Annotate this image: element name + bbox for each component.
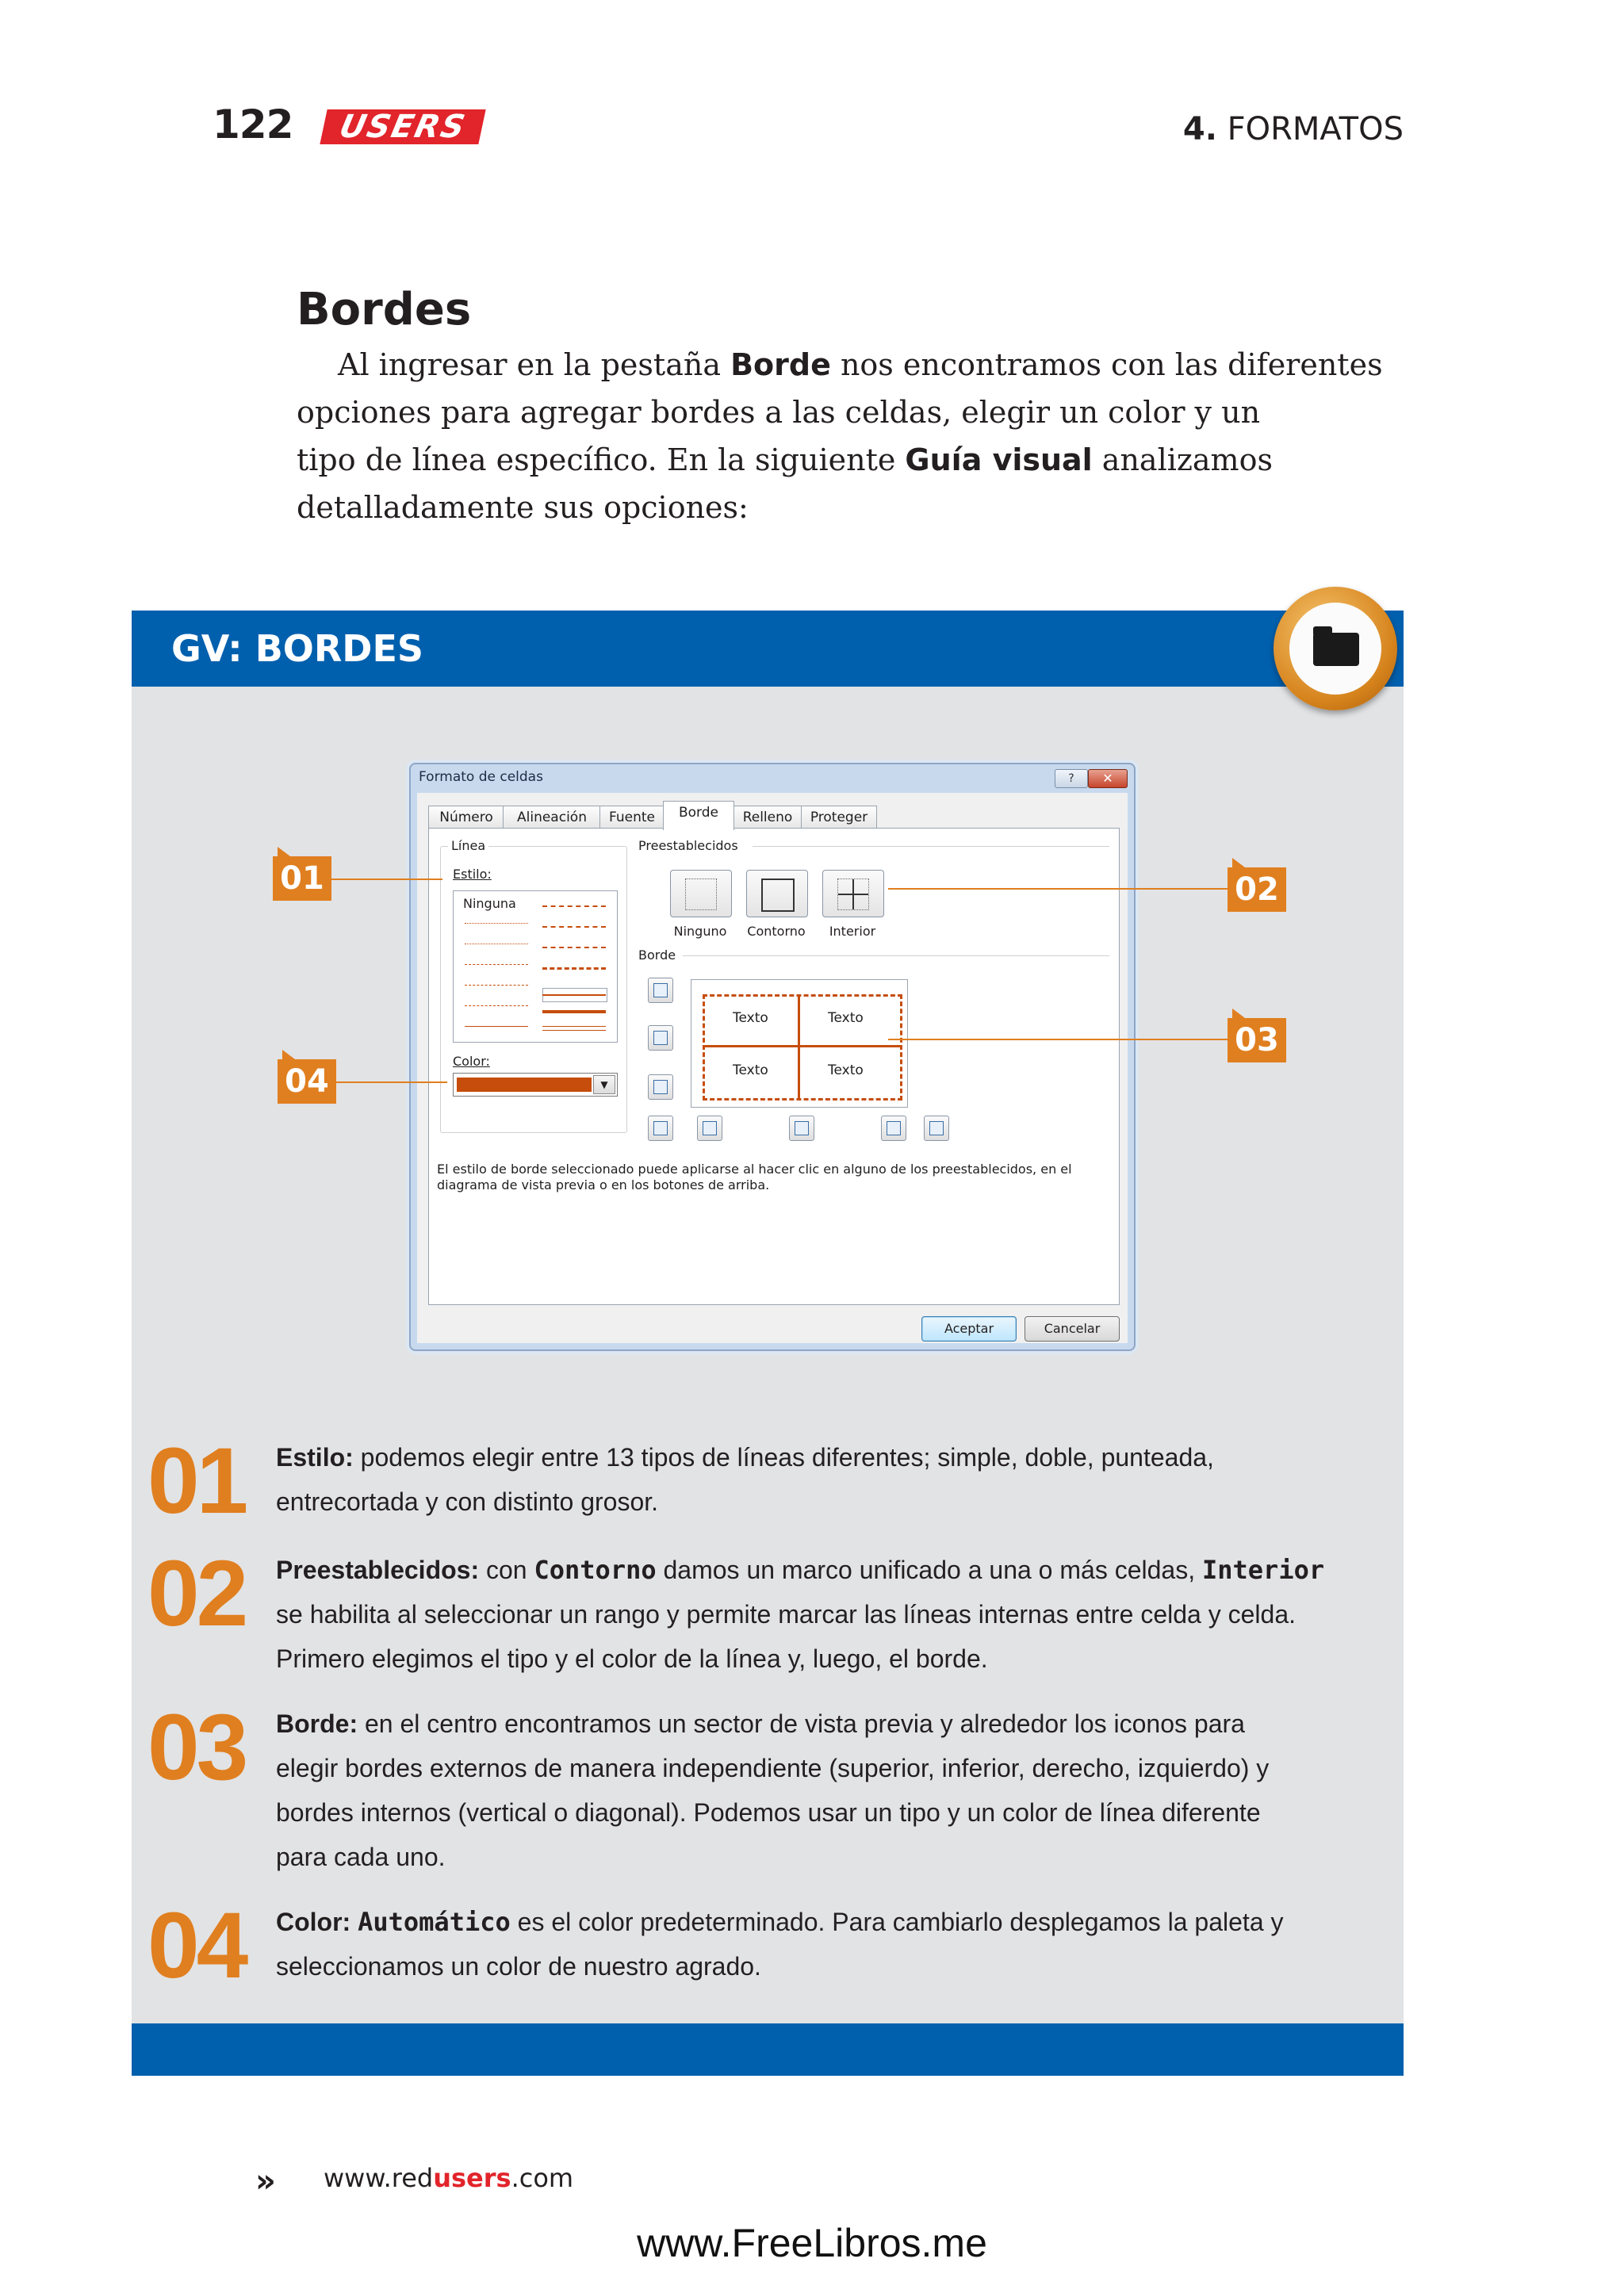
section-title: Bordes bbox=[297, 284, 472, 335]
preset-interior-label: Interior bbox=[829, 924, 876, 939]
callout-04: 04 bbox=[278, 1059, 336, 1104]
guide-bottom-bar bbox=[132, 2023, 1404, 2076]
page-number: 122 bbox=[213, 101, 293, 147]
users-logo bbox=[324, 109, 482, 144]
border-top-button[interactable] bbox=[648, 978, 673, 1003]
style-slant-dash-dot[interactable] bbox=[542, 926, 606, 928]
intro-line-3: tipo de línea específico. En la siguiente Guía visual analizamos bbox=[297, 442, 1273, 477]
style-hair[interactable] bbox=[465, 923, 528, 924]
explanation-number: 03 bbox=[147, 1695, 246, 1800]
explanation-number: 04 bbox=[147, 1893, 246, 1998]
tab-relleno[interactable]: Relleno bbox=[733, 806, 802, 829]
border-diagonal-up-button[interactable] bbox=[648, 1116, 673, 1141]
style-medium[interactable] bbox=[542, 994, 606, 996]
preview-text: Texto bbox=[733, 1062, 768, 1078]
style-medium-dash-dot-dot[interactable] bbox=[542, 905, 606, 907]
preset-outline-icon bbox=[761, 879, 795, 912]
preset-interior-button[interactable] bbox=[822, 870, 884, 917]
tab-fuente[interactable]: Fuente bbox=[599, 806, 665, 829]
borde-label: Borde bbox=[638, 947, 676, 963]
callout-04-leader bbox=[336, 1081, 447, 1083]
intro-line-4: detalladamente sus opciones: bbox=[297, 490, 749, 525]
preset-none-icon bbox=[685, 879, 717, 910]
border-center-button[interactable] bbox=[789, 1116, 814, 1141]
style-dashed[interactable] bbox=[465, 1005, 528, 1006]
callout-01: 01 bbox=[273, 856, 331, 901]
border-bottom-button[interactable] bbox=[648, 1074, 673, 1100]
color-picker[interactable] bbox=[453, 1073, 618, 1097]
brand-text: USERS bbox=[320, 109, 485, 144]
chevron-double-right-icon: » bbox=[255, 2163, 270, 2199]
border-right-icon bbox=[887, 1121, 901, 1135]
border-diagonal-down-button[interactable] bbox=[924, 1116, 949, 1141]
intro-line-2: opciones para agregar bordes a las celdas, elegir un color y un bbox=[297, 395, 1261, 430]
preestablecidos-label: Preestablecidos bbox=[638, 838, 738, 853]
estilo-label: Estilo: bbox=[453, 867, 492, 882]
border-left-button[interactable] bbox=[697, 1116, 722, 1141]
style-double[interactable] bbox=[542, 1026, 606, 1031]
color-label: Color: bbox=[453, 1054, 490, 1069]
dialog-note: El estilo de borde seleccionado puede aplicarse al hacer clic en alguno de los preestablecidos, en el diagrama de vista previa o en los botones de arriba. bbox=[437, 1162, 1072, 1192]
border-right-button[interactable] bbox=[881, 1116, 906, 1141]
aceptar-button[interactable]: Aceptar bbox=[921, 1316, 1017, 1342]
border-left-icon bbox=[703, 1121, 717, 1135]
linea-label: Línea bbox=[448, 838, 488, 853]
intro-line-1: Al ingresar en la pestaña Borde nos encontramos con las diferentes bbox=[338, 347, 1383, 382]
color-swatch bbox=[457, 1078, 592, 1092]
callout-02: 02 bbox=[1228, 867, 1286, 912]
explanation-number: 02 bbox=[147, 1541, 246, 1646]
tab-borde[interactable]: Borde bbox=[663, 801, 734, 830]
style-medium-dashed[interactable] bbox=[542, 967, 606, 970]
style-dash-dot[interactable] bbox=[465, 985, 528, 986]
style-dash-dot-dot[interactable] bbox=[465, 964, 528, 965]
intro-paragraph bbox=[297, 341, 1383, 531]
chapter-heading bbox=[1183, 111, 1404, 147]
preset-inside-icon bbox=[837, 879, 869, 910]
border-bottom-icon bbox=[653, 1080, 668, 1094]
style-none-option[interactable]: Ninguna bbox=[463, 896, 516, 911]
borde-tab-page bbox=[428, 828, 1120, 1305]
border-center-icon bbox=[795, 1121, 809, 1135]
callout-03-leader bbox=[888, 1039, 1228, 1040]
border-middle-icon bbox=[653, 1031, 668, 1045]
border-middle-button[interactable] bbox=[648, 1025, 673, 1051]
explanation-01: Estilo: podemos elegir entre 13 tipos de líneas diferentes; simple, doble, punteada, entrecortada y con distinto grosor. bbox=[276, 1443, 1214, 1516]
format-cells-dialog bbox=[409, 763, 1136, 1351]
guide-badge bbox=[1274, 587, 1397, 710]
footer-url[interactable]: www.redusers.com bbox=[324, 2163, 574, 2193]
tab-proteger[interactable]: Proteger bbox=[801, 806, 877, 829]
guide-title: GV: BORDES bbox=[171, 627, 424, 670]
callout-01-leader bbox=[331, 879, 442, 880]
explanation-02: Preestablecidos: con Contorno damos un marco unificado a una o más celdas, Interior se habilita al seleccionar un rango y permite marcar las líneas internas entre celda y celda. Primero elegimos el tipo y el color de la línea y, luego, el borde. bbox=[276, 1555, 1325, 1673]
diagonal-down-icon bbox=[929, 1121, 944, 1135]
style-thick[interactable] bbox=[542, 1010, 606, 1013]
tab-alineacion[interactable]: Alineación bbox=[503, 806, 601, 829]
preview-text: Texto bbox=[828, 1010, 864, 1026]
border-top-icon bbox=[653, 983, 668, 997]
preset-contorno-button[interactable] bbox=[746, 870, 808, 917]
diagonal-up-icon bbox=[653, 1121, 668, 1135]
callout-02-leader bbox=[888, 888, 1228, 890]
preview-text: Texto bbox=[733, 1010, 768, 1026]
watermark: www.FreeLibros.me bbox=[637, 2221, 987, 2265]
preset-contorno-label: Contorno bbox=[747, 924, 806, 939]
close-button[interactable]: ✕ bbox=[1088, 769, 1128, 788]
explanation-04: Color: Automático es el color predeterminado. Para cambiarlo desplegamos la paleta y seleccionamos un color de nuestro agrado. bbox=[276, 1907, 1284, 1981]
explanation-number: 01 bbox=[147, 1429, 246, 1533]
folder-icon bbox=[1313, 633, 1359, 666]
chevron-down-icon[interactable]: ▼ bbox=[593, 1075, 615, 1094]
border-preview[interactable] bbox=[691, 979, 908, 1108]
callout-03: 03 bbox=[1228, 1018, 1286, 1062]
explanation-03: Borde: en el centro encontramos un sector de vista previa y alrededor los iconos para elegir bordes externos de manera independiente (superior, inferior, derecho, izquierdo) y bordes internos (vertical o diagonal). Podemos usar un tipo y un color de línea diferente para cada uno. bbox=[276, 1709, 1270, 1871]
preset-ninguno-button[interactable] bbox=[670, 870, 732, 917]
style-thin[interactable] bbox=[465, 1026, 528, 1027]
preset-ninguno-label: Ninguno bbox=[673, 924, 727, 939]
tab-numero[interactable]: Número bbox=[428, 806, 504, 829]
chapter-number: 4. bbox=[1182, 111, 1217, 147]
help-button[interactable]: ? bbox=[1055, 769, 1088, 788]
dialog-body bbox=[417, 793, 1128, 1343]
dialog-title: Formato de celdas bbox=[419, 769, 543, 785]
preview-text: Texto bbox=[828, 1062, 864, 1078]
chapter-title: FORMATOS bbox=[1227, 111, 1404, 147]
cancelar-button[interactable]: Cancelar bbox=[1025, 1316, 1120, 1342]
line-style-list[interactable] bbox=[453, 890, 618, 1043]
style-medium-dash-dot[interactable] bbox=[542, 947, 606, 948]
